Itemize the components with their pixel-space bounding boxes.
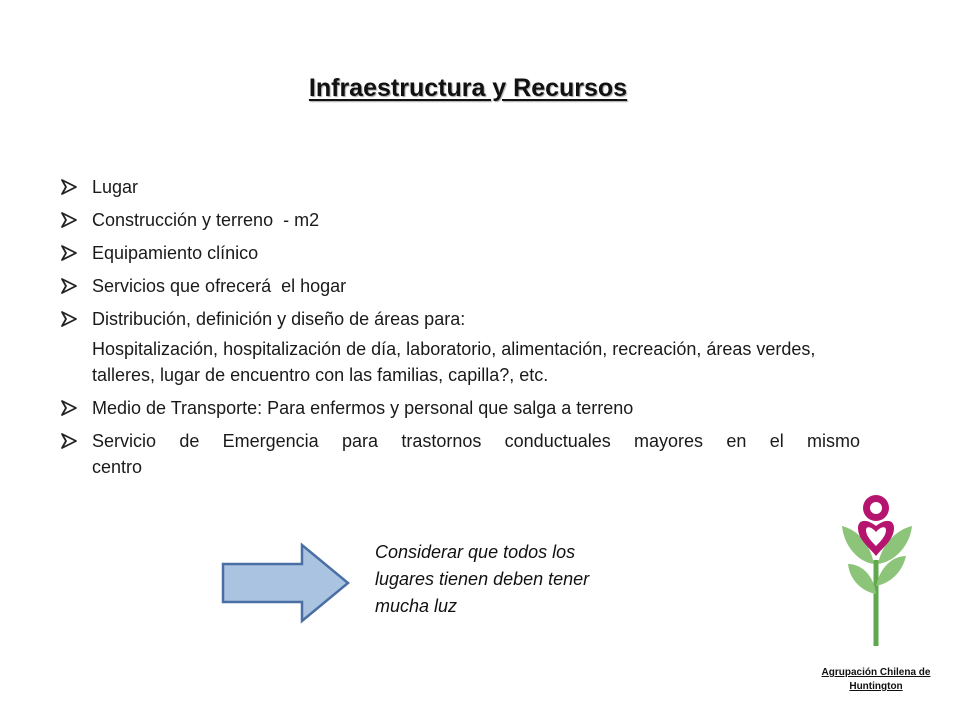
bullet-text: Construcción y terreno - m2 [92, 210, 320, 230]
bullet-item [60, 306, 860, 332]
bullet-list [60, 174, 860, 506]
bullet-item [60, 207, 860, 233]
sub-paragraph [60, 336, 860, 388]
arrowhead-bullet-icon [60, 178, 78, 196]
bullet-text: Medio de Transporte: Para enfermos y personal que salga a terreno [92, 398, 634, 418]
bullet-item [60, 240, 860, 266]
bullet-item [60, 395, 860, 421]
logo-caption [806, 666, 946, 694]
sub-paragraph-text: Hospitalización, hospitalización de día, laboratorio, alimentación, recreación, áreas verdes, talleres, lugar de encuentro con las familias, capilla?, etc. [92, 339, 816, 385]
arrowhead-bullet-icon [60, 310, 78, 328]
bullet-text: Equipamiento clínico [92, 243, 259, 263]
bullet-text-continued: centro [92, 457, 143, 477]
arrowhead-bullet-icon [60, 399, 78, 417]
callout-note-line: mucha luz [375, 596, 458, 616]
bullet-text: Lugar [92, 177, 139, 197]
arrowhead-bullet-icon [60, 432, 78, 450]
callout-note-line: lugares tienen deben tener [375, 569, 590, 589]
logo-caption-line: Huntington [849, 681, 903, 692]
arrowhead-bullet-icon [60, 244, 78, 262]
callout-note [375, 539, 675, 620]
callout-note-line: Considerar que todos los [375, 542, 576, 562]
flower-heart-logo [836, 490, 916, 648]
slide-title: Infraestructura y Recursos [308, 74, 628, 102]
bullet-item [60, 428, 860, 506]
bullet-text: Servicios que ofrecerá el hogar [92, 276, 347, 296]
arrowhead-bullet-icon [60, 211, 78, 229]
arrowhead-bullet-icon [60, 277, 78, 295]
bullet-text: Servicio de Emergencia para trastornos conductuales mayores en el mismo [92, 431, 860, 451]
bullet-item [60, 273, 860, 299]
right-arrow-icon [220, 542, 352, 624]
bullet-item [60, 174, 860, 200]
logo-caption-line: Agrupación Chilena de [821, 667, 931, 678]
bullet-text: Distribución, definición y diseño de áreas para: [92, 309, 466, 329]
